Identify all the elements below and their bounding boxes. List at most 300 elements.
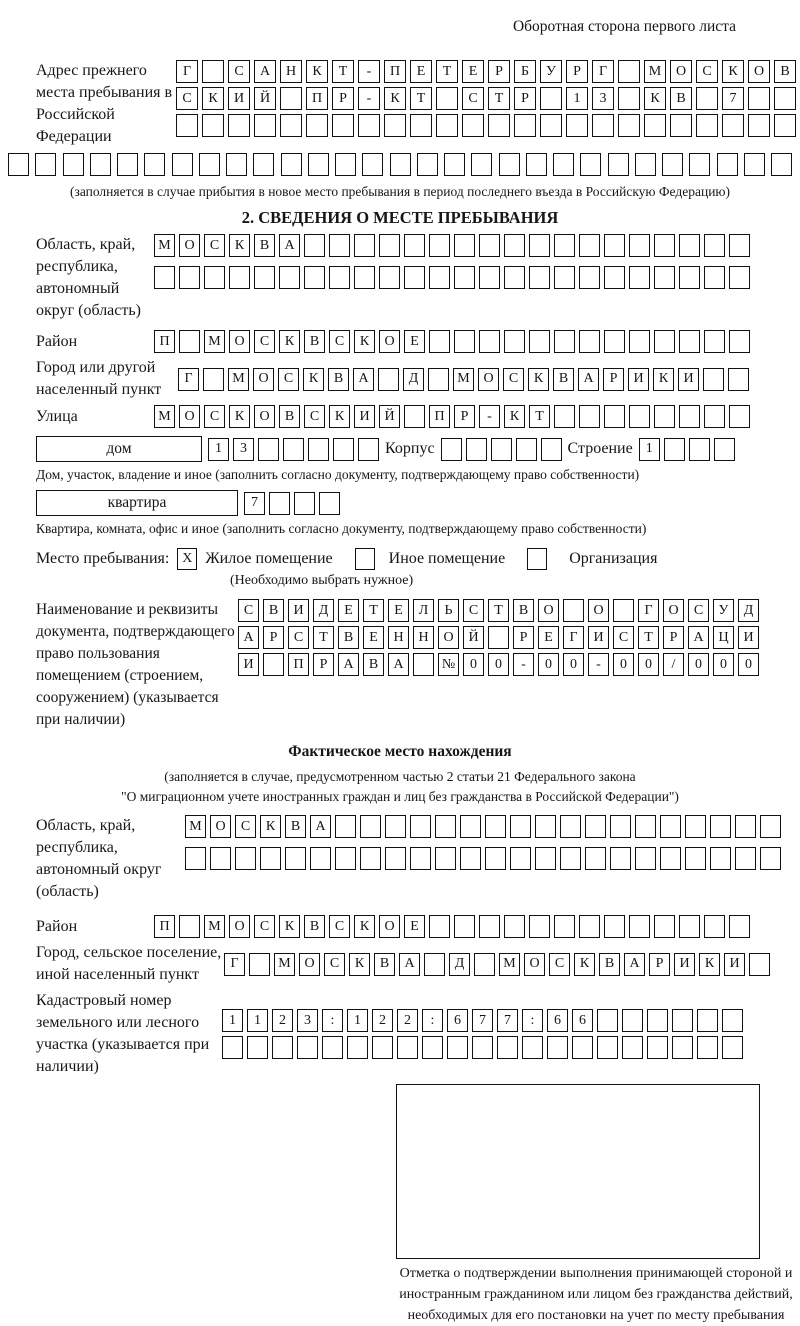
- char-cell: [362, 153, 383, 176]
- char-cell: М: [274, 953, 295, 976]
- char-cell: [729, 266, 750, 289]
- char-cell: Д: [403, 368, 424, 391]
- char-cell: [454, 915, 475, 938]
- char-cell: [604, 915, 625, 938]
- char-cell: :: [422, 1009, 443, 1032]
- char-cell: [629, 234, 650, 257]
- char-cell: Е: [388, 599, 409, 622]
- char-cell: [660, 815, 681, 838]
- char-cell: [397, 1036, 418, 1059]
- char-cell: [514, 114, 536, 137]
- char-cell: [319, 492, 340, 515]
- char-cell: [664, 438, 685, 461]
- char-cell: [704, 330, 725, 353]
- char-cell: М: [154, 405, 175, 428]
- char-cell: [654, 234, 675, 257]
- char-cell: О: [538, 599, 559, 622]
- char-cell: [526, 153, 547, 176]
- char-cell: [618, 60, 640, 83]
- char-cell: [462, 114, 484, 137]
- char-cell: В: [553, 368, 574, 391]
- char-cell: 6: [572, 1009, 593, 1032]
- char-cell: 1: [247, 1009, 268, 1032]
- char-cell: К: [329, 405, 350, 428]
- char-cell: [554, 405, 575, 428]
- char-cell: [310, 847, 331, 870]
- char-cell: [279, 266, 300, 289]
- actual-region-rows: [185, 815, 781, 870]
- char-cell: [579, 234, 600, 257]
- char-cell: С: [329, 915, 350, 938]
- char-cell: [404, 266, 425, 289]
- char-cell: [460, 847, 481, 870]
- char-cell: 1: [347, 1009, 368, 1032]
- char-cell: Т: [529, 405, 550, 428]
- char-cell: [466, 438, 487, 461]
- char-cell: 0: [638, 653, 659, 676]
- char-cell: М: [185, 815, 206, 838]
- char-cell: [662, 153, 683, 176]
- char-cell: А: [388, 653, 409, 676]
- char-cell: [172, 153, 193, 176]
- char-cell: А: [279, 234, 300, 257]
- char-cell: 7: [472, 1009, 493, 1032]
- char-cell: С: [235, 815, 256, 838]
- char-cell: [117, 153, 138, 176]
- city-row[interactable]: [178, 368, 749, 391]
- char-cell: Т: [332, 60, 354, 83]
- char-cell: [722, 1009, 743, 1032]
- district-field: [8, 330, 792, 353]
- cadastral-row-1[interactable]: [222, 1009, 743, 1032]
- char-cell: [592, 114, 614, 137]
- actual-district-field: [8, 915, 792, 938]
- char-cell: К: [349, 953, 370, 976]
- char-cell: Д: [313, 599, 334, 622]
- street-field: [8, 405, 792, 428]
- char-cell: В: [254, 234, 275, 257]
- char-cell: [436, 114, 458, 137]
- char-cell: [735, 815, 756, 838]
- char-cell: Ь: [438, 599, 459, 622]
- char-cell: 1: [639, 438, 660, 461]
- char-cell: [703, 368, 724, 391]
- house-number-row[interactable]: [208, 438, 379, 461]
- char-cell: [235, 847, 256, 870]
- char-cell: И: [354, 405, 375, 428]
- char-cell: О: [299, 953, 320, 976]
- char-cell: [529, 234, 550, 257]
- char-cell: Ц: [713, 626, 734, 649]
- char-cell: [485, 847, 506, 870]
- actual-city-label: Город, сельское поселение, иной населенный пункт: [36, 944, 222, 983]
- char-cell: [497, 1036, 518, 1059]
- actual-location-note-2: "О миграционном учете иностранных граждан и лиц без гражданства в Российской Федерации"): [121, 789, 679, 804]
- char-cell: [204, 266, 225, 289]
- char-cell: [272, 1036, 293, 1059]
- char-cell: С: [613, 626, 634, 649]
- char-cell: [347, 1036, 368, 1059]
- char-cell: В: [304, 915, 325, 938]
- char-cell: И: [228, 87, 250, 110]
- char-cell: Е: [363, 626, 384, 649]
- char-cell: С: [304, 405, 325, 428]
- char-cell: 0: [738, 653, 759, 676]
- char-cell: [372, 1036, 393, 1059]
- char-cell: М: [453, 368, 474, 391]
- char-cell: [379, 266, 400, 289]
- char-cell: С: [463, 599, 484, 622]
- char-cell: 7: [497, 1009, 518, 1032]
- char-cell: К: [354, 915, 375, 938]
- char-cell: Й: [463, 626, 484, 649]
- district-row[interactable]: [154, 330, 750, 353]
- char-cell: 0: [613, 653, 634, 676]
- char-cell: [774, 114, 796, 137]
- char-cell: [488, 114, 510, 137]
- char-cell: [247, 1036, 268, 1059]
- street-row[interactable]: [154, 405, 750, 428]
- char-cell: 1: [208, 438, 229, 461]
- char-cell: [516, 438, 537, 461]
- district-label: Район: [36, 332, 78, 350]
- char-cell: Т: [638, 626, 659, 649]
- char-cell: К: [644, 87, 666, 110]
- char-cell: В: [599, 953, 620, 976]
- char-cell: -: [588, 653, 609, 676]
- char-cell: [202, 114, 224, 137]
- char-cell: [504, 266, 525, 289]
- char-cell: Р: [663, 626, 684, 649]
- char-cell: [354, 266, 375, 289]
- char-cell: [308, 153, 329, 176]
- char-cell: К: [653, 368, 674, 391]
- previous-address-row-4[interactable]: [8, 153, 792, 176]
- document-field: [8, 599, 792, 731]
- char-cell: [529, 266, 550, 289]
- char-cell: [560, 847, 581, 870]
- char-cell: [8, 153, 29, 176]
- char-cell: [379, 234, 400, 257]
- char-cell: [454, 234, 475, 257]
- char-cell: [672, 1009, 693, 1032]
- char-cell: О: [254, 405, 275, 428]
- char-cell: [510, 847, 531, 870]
- char-cell: А: [254, 60, 276, 83]
- region-rows: [154, 234, 750, 289]
- char-cell: С: [204, 405, 225, 428]
- char-cell: [679, 915, 700, 938]
- previous-address-row-1[interactable]: [176, 60, 796, 83]
- actual-region-row-1[interactable]: [185, 815, 781, 838]
- previous-address-section: [8, 60, 792, 148]
- char-cell: Р: [566, 60, 588, 83]
- char-cell: [358, 438, 379, 461]
- char-cell: [454, 330, 475, 353]
- char-cell: [378, 368, 399, 391]
- previous-address-row-2[interactable]: [176, 87, 796, 110]
- char-cell: Н: [280, 60, 302, 83]
- char-cell: [226, 153, 247, 176]
- char-cell: [529, 330, 550, 353]
- char-cell: С: [503, 368, 524, 391]
- char-cell: [253, 153, 274, 176]
- char-cell: С: [288, 626, 309, 649]
- char-cell: О: [748, 60, 770, 83]
- char-cell: [488, 626, 509, 649]
- char-cell: К: [504, 405, 525, 428]
- char-cell: 3: [233, 438, 254, 461]
- region-row-1[interactable]: [154, 234, 750, 257]
- char-cell: Р: [488, 60, 510, 83]
- char-cell: [522, 1036, 543, 1059]
- char-cell: 3: [592, 87, 614, 110]
- document-row-1[interactable]: [238, 599, 759, 622]
- char-cell: П: [384, 60, 406, 83]
- char-cell: [541, 438, 562, 461]
- char-cell: [679, 266, 700, 289]
- char-cell: [771, 153, 792, 176]
- organization-checkbox[interactable]: [527, 548, 547, 570]
- char-cell: О: [229, 330, 250, 353]
- char-cell: [199, 153, 220, 176]
- char-cell: [547, 1036, 568, 1059]
- char-cell: [748, 114, 770, 137]
- char-cell: К: [306, 60, 328, 83]
- street-label: Улица: [36, 407, 78, 425]
- char-cell: Д: [449, 953, 470, 976]
- char-cell: М: [644, 60, 666, 83]
- char-cell: [354, 234, 375, 257]
- char-cell: [697, 1009, 718, 1032]
- char-cell: [429, 330, 450, 353]
- char-cell: [704, 266, 725, 289]
- char-cell: А: [238, 626, 259, 649]
- char-cell: [499, 153, 520, 176]
- char-cell: Д: [738, 599, 759, 622]
- char-cell: [202, 60, 224, 83]
- char-cell: А: [578, 368, 599, 391]
- region-field: [8, 234, 792, 322]
- stay-type-note: (Необходимо выбрать нужное): [230, 573, 414, 588]
- char-cell: П: [429, 405, 450, 428]
- char-cell: [635, 847, 656, 870]
- char-cell: О: [179, 234, 200, 257]
- char-cell: [585, 847, 606, 870]
- char-cell: [618, 114, 640, 137]
- char-cell: [654, 915, 675, 938]
- char-cell: №: [438, 653, 459, 676]
- other-premises-checkbox[interactable]: [355, 548, 375, 570]
- char-cell: Е: [538, 626, 559, 649]
- char-cell: [460, 815, 481, 838]
- char-cell: [629, 405, 650, 428]
- document-row-3[interactable]: [238, 653, 759, 676]
- char-cell: Г: [178, 368, 199, 391]
- char-cell: [179, 330, 200, 353]
- char-cell: И: [588, 626, 609, 649]
- cadastral-field: [8, 990, 792, 1078]
- char-cell: Г: [563, 626, 584, 649]
- char-cell: О: [379, 330, 400, 353]
- char-cell: [629, 915, 650, 938]
- char-cell: 1: [566, 87, 588, 110]
- char-cell: [670, 114, 692, 137]
- char-cell: [696, 114, 718, 137]
- char-cell: [297, 1036, 318, 1059]
- char-cell: В: [670, 87, 692, 110]
- char-cell: С: [238, 599, 259, 622]
- char-cell: [644, 114, 666, 137]
- char-cell: [579, 330, 600, 353]
- apartment-number-row[interactable]: [244, 492, 340, 515]
- char-cell: [579, 266, 600, 289]
- char-cell: [679, 330, 700, 353]
- char-cell: К: [354, 330, 375, 353]
- char-cell: Й: [254, 87, 276, 110]
- char-cell: А: [310, 815, 331, 838]
- char-cell: [504, 330, 525, 353]
- confirmation-stamp-box: [396, 1084, 760, 1259]
- other-premises-label: Иное помещение: [388, 550, 506, 567]
- char-cell: [608, 153, 629, 176]
- char-cell: [260, 847, 281, 870]
- actual-city-row[interactable]: [224, 953, 770, 976]
- char-cell: [554, 234, 575, 257]
- char-cell: [554, 266, 575, 289]
- char-cell: [335, 815, 356, 838]
- char-cell: [654, 330, 675, 353]
- char-cell: [479, 234, 500, 257]
- apartment-label-box: квартира: [36, 490, 238, 516]
- char-cell: [696, 87, 718, 110]
- char-cell: С: [696, 60, 718, 83]
- char-cell: [471, 153, 492, 176]
- char-cell: [729, 915, 750, 938]
- char-cell: О: [379, 915, 400, 938]
- char-cell: [154, 266, 175, 289]
- char-cell: А: [624, 953, 645, 976]
- char-cell: [454, 266, 475, 289]
- char-cell: К: [574, 953, 595, 976]
- region-row-2[interactable]: [154, 266, 750, 289]
- char-cell: [744, 153, 765, 176]
- char-cell: [760, 847, 781, 870]
- char-cell: [560, 815, 581, 838]
- char-cell: [714, 438, 735, 461]
- char-cell: Т: [363, 599, 384, 622]
- char-cell: :: [522, 1009, 543, 1032]
- char-cell: :: [322, 1009, 343, 1032]
- char-cell: [335, 847, 356, 870]
- char-cell: Р: [649, 953, 670, 976]
- apartment-caption: Квартира, комната, офис и иное (заполнить согласно документу, подтверждающему право собственности): [36, 521, 647, 536]
- char-cell: [554, 330, 575, 353]
- char-cell: [604, 234, 625, 257]
- char-cell: [728, 368, 749, 391]
- char-cell: [479, 266, 500, 289]
- char-cell: Р: [263, 626, 284, 649]
- residential-checkbox[interactable]: X: [177, 548, 197, 570]
- char-cell: [654, 405, 675, 428]
- char-cell: [179, 915, 200, 938]
- char-cell: [329, 234, 350, 257]
- actual-district-row[interactable]: [154, 915, 750, 938]
- char-cell: [629, 266, 650, 289]
- char-cell: О: [588, 599, 609, 622]
- char-cell: [229, 266, 250, 289]
- char-cell: С: [204, 234, 225, 257]
- char-cell: И: [738, 626, 759, 649]
- cadastral-row-2[interactable]: [222, 1036, 743, 1059]
- char-cell: [604, 405, 625, 428]
- char-cell: [647, 1036, 668, 1059]
- char-cell: [176, 114, 198, 137]
- char-cell: [479, 330, 500, 353]
- char-cell: С: [228, 60, 250, 83]
- char-cell: В: [263, 599, 284, 622]
- char-cell: [774, 87, 796, 110]
- char-cell: Р: [514, 87, 536, 110]
- char-cell: [35, 153, 56, 176]
- char-cell: 2: [372, 1009, 393, 1032]
- char-cell: А: [399, 953, 420, 976]
- char-cell: [679, 405, 700, 428]
- stroenie-row[interactable]: [639, 438, 735, 461]
- char-cell: И: [288, 599, 309, 622]
- char-cell: [428, 368, 449, 391]
- char-cell: [258, 438, 279, 461]
- char-cell: М: [499, 953, 520, 976]
- char-cell: В: [328, 368, 349, 391]
- char-cell: [404, 234, 425, 257]
- char-cell: [689, 438, 710, 461]
- char-cell: Л: [413, 599, 434, 622]
- char-cell: О: [438, 626, 459, 649]
- char-cell: [479, 915, 500, 938]
- char-cell: [436, 87, 458, 110]
- char-cell: М: [204, 915, 225, 938]
- document-row-2[interactable]: [238, 626, 759, 649]
- actual-region-row-2[interactable]: [185, 847, 781, 870]
- char-cell: [222, 1036, 243, 1059]
- char-cell: И: [674, 953, 695, 976]
- char-cell: [269, 492, 290, 515]
- stay-type-field: [36, 548, 792, 570]
- char-cell: Й: [379, 405, 400, 428]
- char-cell: Р: [332, 87, 354, 110]
- char-cell: К: [260, 815, 281, 838]
- char-cell: 0: [713, 653, 734, 676]
- char-cell: [294, 492, 315, 515]
- char-cell: [647, 1009, 668, 1032]
- confirmation-stamp-note: Отметка о подтверждении выполнения принимающей стороной и иностранным гражданином или лицом без гражданства действий, необходимых для его постановки на учет по месту пребывания: [399, 1266, 793, 1323]
- char-cell: И: [628, 368, 649, 391]
- char-cell: [722, 1036, 743, 1059]
- char-cell: [660, 847, 681, 870]
- char-cell: Г: [224, 953, 245, 976]
- previous-address-row-3[interactable]: [176, 114, 796, 137]
- previous-address-rows: [176, 60, 796, 137]
- char-cell: [429, 915, 450, 938]
- city-label: Город или другой населенный пункт: [36, 359, 162, 398]
- char-cell: -: [479, 405, 500, 428]
- previous-address-label: Адрес прежнего места пребывания в Российской Федерации: [36, 62, 173, 145]
- korpus-row[interactable]: [441, 438, 562, 461]
- char-cell: [63, 153, 84, 176]
- char-cell: [685, 847, 706, 870]
- char-cell: А: [688, 626, 709, 649]
